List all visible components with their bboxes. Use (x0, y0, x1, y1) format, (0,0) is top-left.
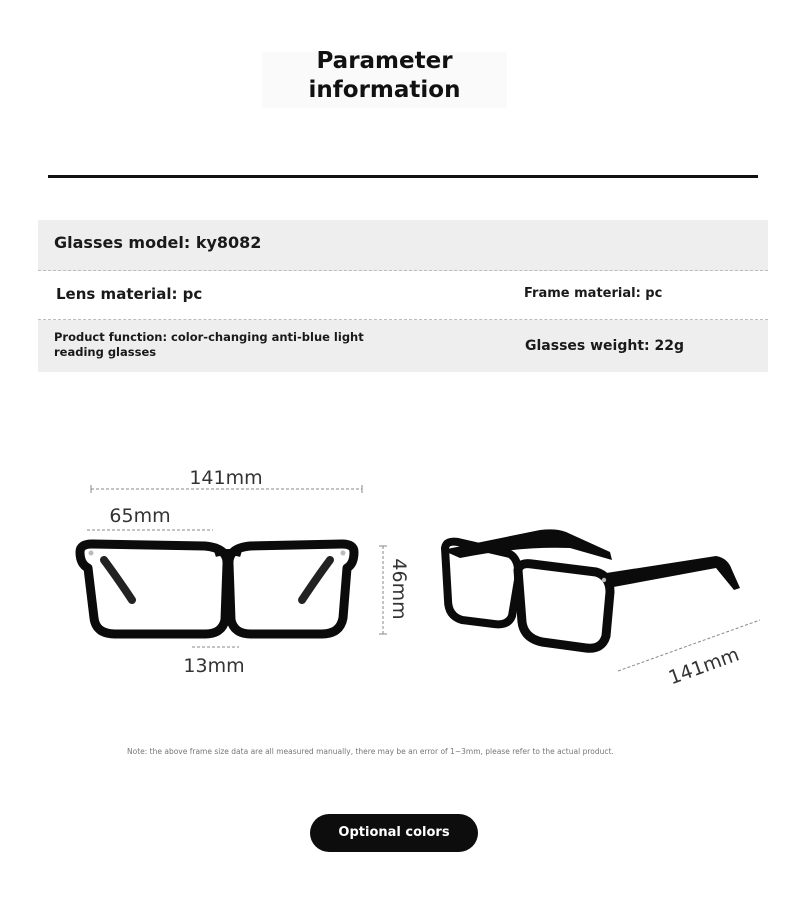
glasses-model: Glasses model: ky8082 (54, 233, 262, 252)
spec-row-model (38, 220, 768, 271)
bridge-width-label: 13mm (183, 655, 245, 677)
glasses-front-view (80, 467, 410, 677)
spec-row-materials (38, 271, 768, 320)
temple-length-label: 141mm (665, 643, 743, 690)
divider (48, 175, 758, 178)
glasses-weight: Glasses weight: 22g (525, 338, 684, 354)
lens-width-label: 65mm (109, 505, 171, 527)
left-rivet (89, 551, 94, 556)
right-rivet (341, 551, 346, 556)
right-lens-rim (229, 544, 354, 634)
bridge (215, 552, 241, 554)
glasses-dimension-figure (0, 440, 790, 710)
measurement-note: Note: the above frame size data are all measured manually, there may be an error of 1~3mm, please refer to the actual product. (127, 747, 614, 756)
glasses-angled-view (442, 529, 760, 689)
front-temple (600, 556, 740, 590)
title-line-2: information (308, 77, 461, 103)
frame-width-label: 141mm (189, 467, 263, 489)
left-temple-inner (104, 560, 132, 600)
angled-rivet (602, 578, 606, 582)
title-line-1: Parameter (316, 48, 453, 74)
lens-material: Lens material: pc (56, 285, 203, 303)
spec-row-function (38, 320, 768, 372)
product-function-line-2: reading glasses (54, 345, 157, 359)
product-function-line-1: Product function: color-changing anti-blue light (54, 330, 364, 344)
page-title (262, 47, 507, 105)
product-function (54, 330, 384, 360)
angled-right-rim (518, 564, 610, 649)
frame-material: Frame material: pc (524, 286, 663, 301)
optional-colors-button[interactable]: Optional colors (310, 814, 478, 852)
right-temple-inner (302, 560, 330, 600)
lens-height-label: 46mm (388, 558, 410, 620)
